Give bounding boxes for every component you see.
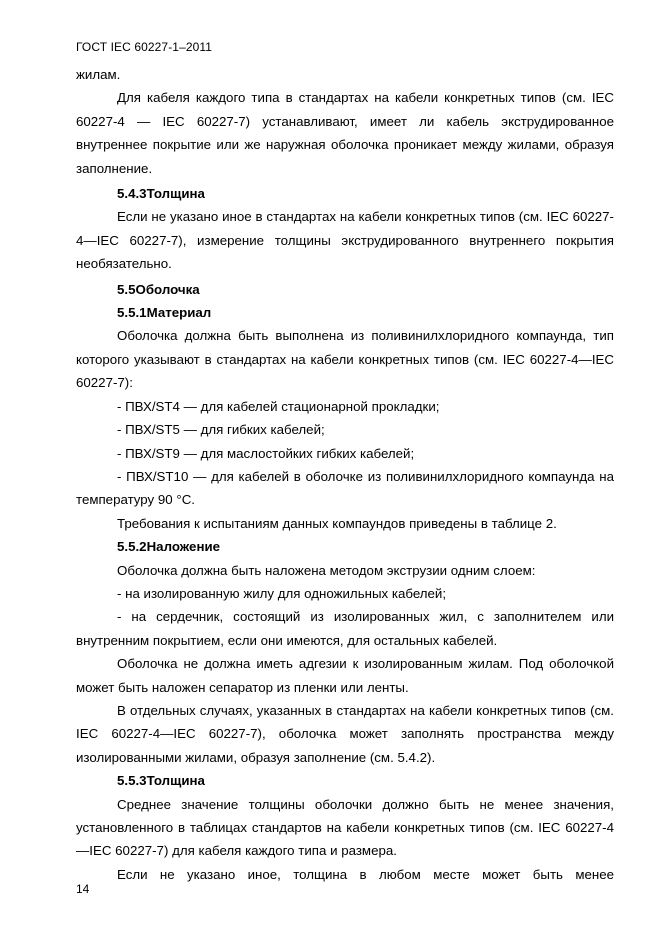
paragraph-continuation: жилам. xyxy=(76,67,121,82)
paragraph: Требования к испытаниям данных компаундов приведены в таблице 2. xyxy=(117,515,557,531)
document-header: ГОСТ IEC 60227-1–2011 xyxy=(76,40,213,54)
section-heading-5-5 xyxy=(76,278,614,301)
list-item: - ПВХ/ST9 — для маслостойких гибких кабелей; xyxy=(117,445,415,461)
paragraph: Оболочка должна быть наложена методом экструзии одним слоем: xyxy=(117,562,536,578)
list-item: - на изолированную жилу для одножильных кабелей; xyxy=(117,585,447,601)
section-title: Оболочка xyxy=(135,281,200,297)
paragraph: Для кабеля каждого типа в стандартах на кабели конкретных типов (см. IEC 60227-4 — IEC 60227-7) устанавливают, имеет ли кабель экструдированное внутреннее покрытие или же наружная оболочка проникает между жилами, образуя заполнение. xyxy=(76,90,614,176)
section-heading-5-5-1 xyxy=(76,301,614,324)
section-title: Материал xyxy=(146,305,212,321)
paragraph: В отдельных случаях, указанных в стандартах на кабели конкретных типов (см. IEC 60227-4—IEC 60227-7), оболочка может заполнять пространства между изолированными жилами, образуя заполнение (см. 5.4.2). xyxy=(76,702,614,765)
list-item: - ПВХ/ST5 — для гибких кабелей; xyxy=(117,422,325,438)
page-number: 14 xyxy=(76,882,90,896)
section-title: Толщина xyxy=(146,186,205,202)
section-heading-5-5-2 xyxy=(76,535,614,558)
section-number: 5.5.3 xyxy=(117,773,147,789)
paragraph-truncated: Если не указано иное, толщина в любом месте может быть менее xyxy=(117,866,614,882)
section-heading-5-5-3 xyxy=(76,769,614,792)
section-number: 5.4.3 xyxy=(117,186,147,202)
section-number: 5.5.1 xyxy=(117,305,147,321)
section-title: Наложение xyxy=(146,539,221,555)
page-content xyxy=(76,63,614,886)
paragraph: Оболочка не должна иметь адгезии к изолированным жилам. Под оболочкой может быть наложен сепаратор из пленки или ленты. xyxy=(76,656,614,695)
paragraph: Если не указано иное в стандартах на кабели конкретных типов (см. IEC 60227-4—IEC 60227-7), измерение толщины экструдированного внутреннего покрытия необязательно. xyxy=(76,209,614,272)
section-heading-5-4-3 xyxy=(76,182,614,205)
list-item: - ПВХ/ST4 — для кабелей стационарной прокладки; xyxy=(117,398,440,414)
paragraph: Среднее значение толщины оболочки должно быть не менее значения, установленного в таблицах стандартов на кабели конкретных типов (см. IEC 60227-4—IEC 60227-7) для кабеля каждого типа и размера. xyxy=(76,796,614,859)
section-title: Толщина xyxy=(146,773,205,789)
section-number: 5.5 xyxy=(117,281,136,297)
section-number: 5.5.2 xyxy=(117,539,147,555)
list-item: - ПВХ/ST10 — для кабелей в оболочке из поливинилхлоридного компаунда на температуру 90 °С. xyxy=(76,468,614,508)
list-item: - на сердечник, состоящий из изолированных жил, с заполнителем или внутренним покрытием, если они имеются, для остальных кабелей. xyxy=(76,609,614,648)
paragraph: Оболочка должна быть выполнена из поливинилхлоридного компаунда, тип которого указывают в стандартах на кабели конкретных типов (см. IEC 60227-4—IEC 60227-7): xyxy=(76,328,614,391)
